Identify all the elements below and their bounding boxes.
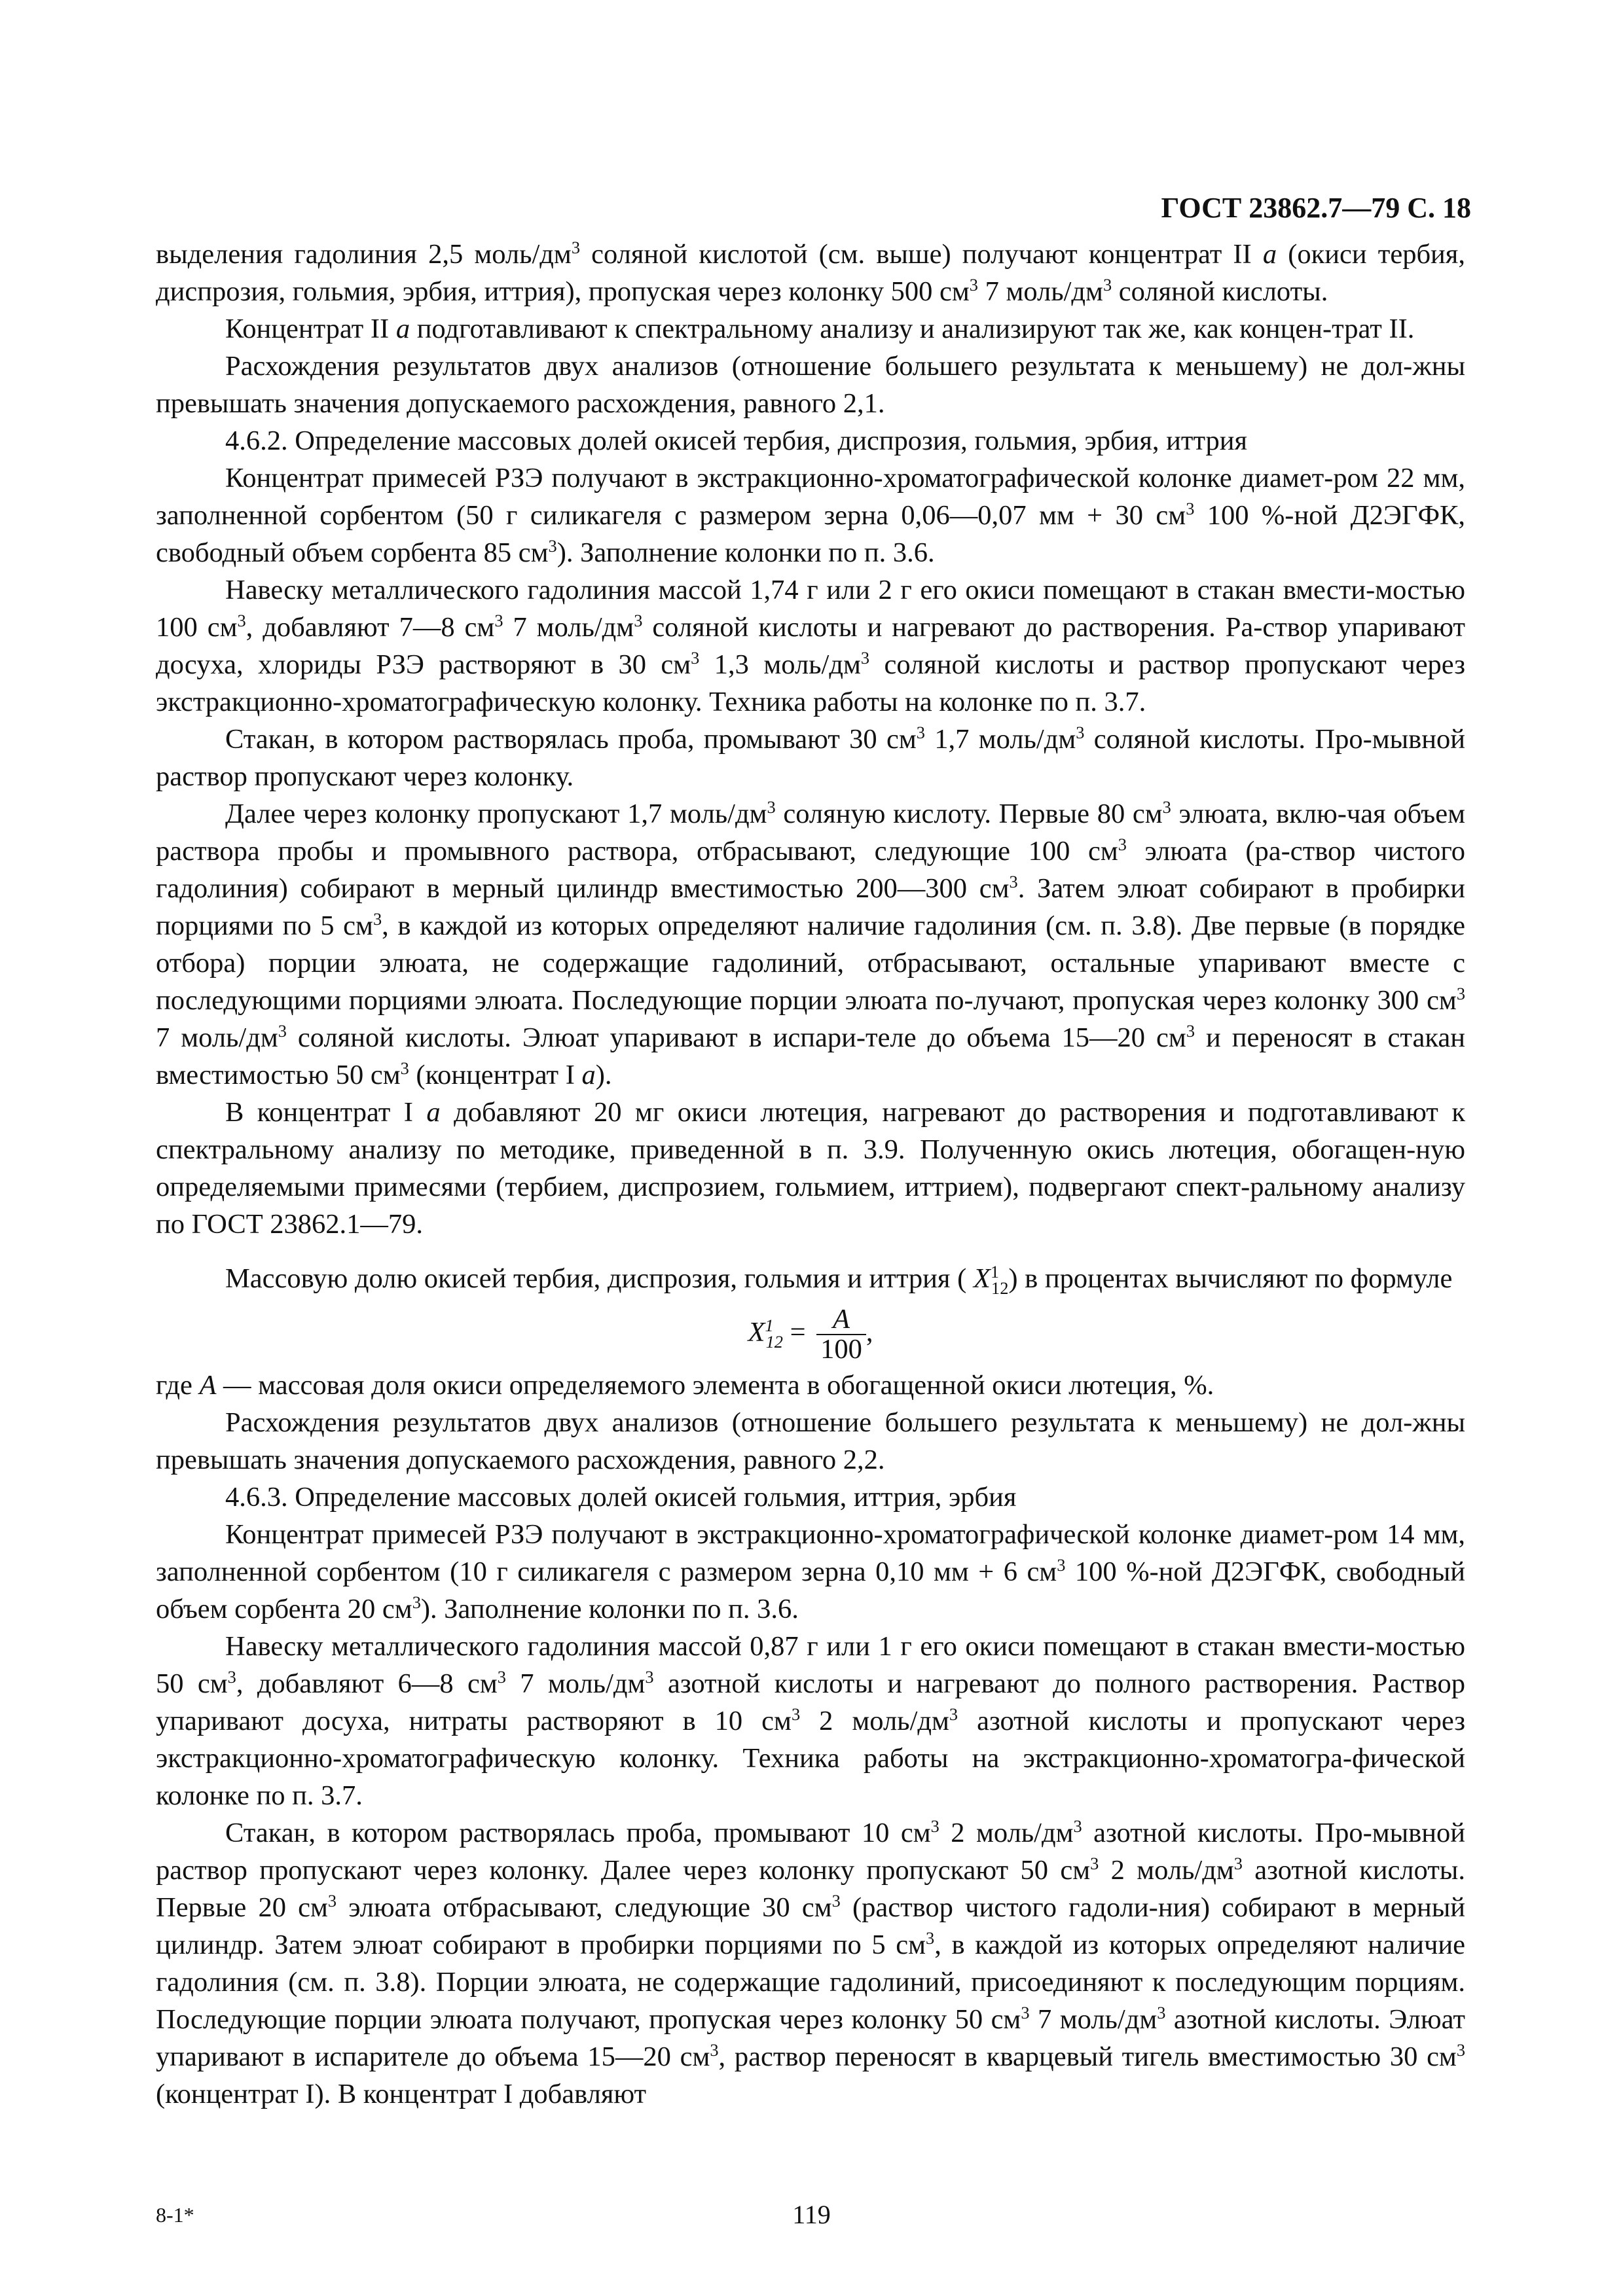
section-heading: 4.6.2. Определение массовых долей окисей тербия, диспрозия, гольмия, эрбия, иттрия [225, 425, 1248, 456]
page-number: 119 [792, 2200, 831, 2229]
paragraph: Навеску металлического гадолиния массой 1,74 г или 2 г его окиси помещают в стакан вмести-мостью 100 $см^3$, добавляют 7—8 $см^3$ 7 моль/$дм^3$ соляной кислоты и нагревают до растворения. Ра-створ упаривают досуха, хлориды РЗЭ растворяют в 30 $см^3$ 1,3 моль/$дм^3$ соляной кислоты и раствор пропускают через экстракционно-хроматографическую колонку. Техника работы на колонке по п. 3.7. [156, 575, 1466, 717]
paragraph: Концентрат II а подготавливают к спектральному анализу и анализируют так же, как концен-трат II. [225, 314, 1415, 344]
paragraph: Далее через колонку пропускают 1,7 моль/$дм^3$ соляную кислоту. Первые 80 $см^3$ элюата, вклю-чая объем раствора пробы и промывного раствора, отбрасывают, следующие 100 $см^3$ элюата (ра-створ чистого гадолиния) собирают в мерный цилиндр вместимостью 200—300 $см^3$. Затем элюат собирают в пробирки порциями по 5 $см^3$, в каждой из которых определяют наличие гадолиния (см. п. 3.8). Две первые (в порядке отбора) порции элюата, не содержащие гадолиний, отбрасывают, остальные упаривают вместе с последующими порциями элюата. Последующие порции элюата по-лучают, пропуская через колонку 300 $см^3$ 7 моль/$дм^3$ соляной кислоты. Элюат упаривают в испари-теле до объема 15—20 $см^3$ и переносят в стакан вместимостью 50 $см^3$ (концентрат I а). [156, 797, 1466, 1090]
paragraph: выделения гадолиния 2,5 моль/$дм^3$ соляной кислотой (см. выше) получают концентрат II а (окиси тербия, диспрозия, гольмия, эрбия, иттрия), пропуская через колонку 500 $см^3$ 7 моль/$дм^3$ соляной кислоты. [156, 238, 1465, 307]
paragraph: Навеску металлического гадолиния массой 0,87 г или 1 г его окиси помещают в стакан вмести-мостью 50 $см^3$, добавляют 6—8 $см^3$ 7 моль/$дм^3$ азотной кислоты и нагревают до полного растворения. Раствор упаривают досуха, нитраты растворяют в 10 $см^3$ 2 моль/$дм^3$ азотной кислоты и пропускают через экстракционно-хроматографическую колонку. Техника работы на экстракционно-хроматогра-фической колонке по п. 3.7. [156, 1631, 1465, 1811]
formula-numerator: А [816, 1305, 866, 1335]
formula: $X^1_{12}$ = $\frac{А}{100}$ , [748, 1304, 873, 1365]
paragraph: Расхождения результатов двух анализов (отношение большего результата к меньшему) не дол-жны превышать значения допускаемого расхождения, равного 2,2. [156, 1407, 1465, 1475]
section-heading: 4.6.3. Определение массовых долей окисей гольмия, иттрия, эрбия [225, 1482, 1017, 1513]
paragraph: Расхождения результатов двух анализов (отношение большего результата к меньшему) не дол-жны превышать значения допускаемого расхождения, равного 2,1. [156, 351, 1465, 419]
paragraph: где А — массовая доля окиси определяемого элемента в обогащенной окиси лютеция, %. [156, 1370, 1214, 1401]
formula-fraction [816, 1305, 866, 1364]
paragraph: Концентрат примесей РЗЭ получают в экстракционно-хроматографической колонке диамет-ром 22 мм, заполненной сорбентом (50 г силикагеля с размером зерна 0,06—0,07 мм + 30 $см^3$ 100 %-ной Д2ЭГФК, свободный объем сорбента 85 $см^3$). Заполнение колонки по п. 3.6. [156, 463, 1465, 568]
formula-denominator: 100 [820, 1334, 862, 1365]
formula-lhs: $X^1_{12}$ [748, 1316, 783, 1352]
paragraph: Стакан, в котором растворялась проба, промывают 30 $см^3$ 1,7 моль/$дм^3$ соляной кислоты. Про-мывной раствор пропускают через колонку. [156, 723, 1465, 792]
paragraph: Концентрат примесей РЗЭ получают в экстракционно-хроматографической колонке диамет-ром 14 мм, заполненной сорбентом (10 г силикагеля с размером зерна 0,10 мм + 6 $см^3$ 100 %-ной Д2ЭГФК, свободный объем сорбента 20 $см^3$). Заполнение колонки по п. 3.6. [156, 1519, 1466, 1624]
paragraph: Массовую долю окисей тербия, диспрозия, гольмия и иттрия ( $X^1_{12}$) в процентах вычисляют по формуле [225, 1262, 1453, 1298]
paragraph: Стакан, в котором растворялась проба, промывают 10 $см^3$ 2 моль/$дм^3$ азотной кислоты. Про-мывной раствор пропускают через колонку. Далее через колонку пропускают 50 $см^3$ 2 моль/$дм^3$ азотной кислоты. Первые 20 $см^3$ элюата отбрасывают, следующие 30 $см^3$ (раствор чистого гадоли-ния) собирают в мерный цилиндр. Затем элюат собирают в пробирки порциями по 5 $см^3$, в каждой из которых определяют наличие гадолиния (см. п. 3.8). Порции элюата, не содержащие гадолиний, присоединяют к последующим порциям. Последующие порции элюата получают, пропуская через колонку 50 $см^3$ 7 моль/$дм^3$ азотной кислоты. Элюат упаривают в испарителе до объема 15—20 $см^3$, раствор переносят в кварцевый тигель вместимостью 30 $см^3$ (концентрат I). В концентрат I добавляют [156, 1816, 1466, 2109]
paragraph: В концентрат I а добавляют 20 мг окиси лютеция, нагревают до растворения и подготавливают к спектральному анализу по методике, приведенной в п. 3.9. Полученную окись лютеция, обогащен-ную определяемыми примесями (тербием, диспрозием, гольмием, иттрием), подвергают спект-ральному анализу по ГОСТ 23862.1—79. [156, 1097, 1465, 1240]
footer-signature: 8-1* [156, 2203, 194, 2227]
page-header: ГОСТ 23862.7—79 С. 18 [1161, 192, 1471, 224]
document-body [156, 236, 1465, 2113]
